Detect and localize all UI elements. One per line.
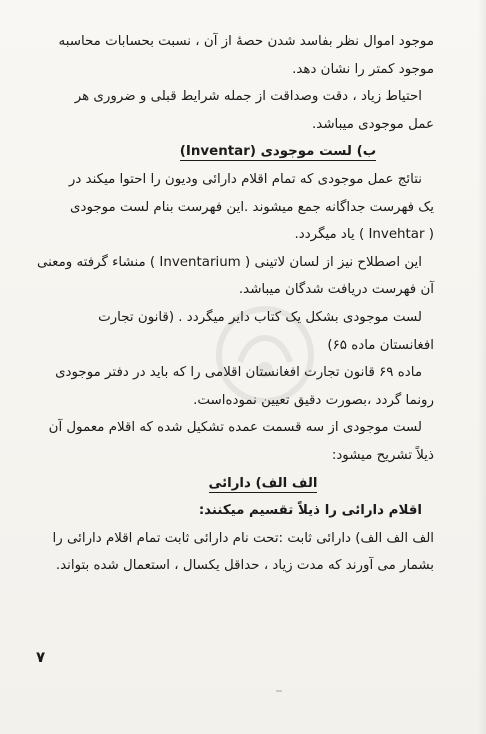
section-heading-alef-text: الف الف) دارائی (208, 475, 318, 491)
section-heading-b (52, 138, 434, 166)
text-line: موجود کمتر را نشان دهد. (292, 61, 434, 77)
section-heading-b-text: ب) لست موجودی (Inventar) (179, 144, 377, 160)
page-edge-shadow (478, 0, 486, 734)
text-line: نتائج عمل موجودی که تمام اقلام دارائی ودیون را احتوا میکند در (68, 171, 422, 187)
text-line: لست موجودی بشکل یک کتاب دایر میگردد . (قانون تجارت (98, 309, 422, 325)
text-line: احتیاط زیاد ، دقت وصداقت از جمله شرایط قبلی و ضروری هر (74, 89, 422, 105)
text-line: رونما گردد ،بصورت دقیق تعیین نموده‌است. (193, 392, 434, 408)
page-number: ۷ (36, 648, 46, 666)
text-line: ( Invehtar ) یاد میگردد. (294, 227, 434, 243)
scan-artifact (276, 690, 282, 692)
text-line: لست موجودی از سه قسمت عمده تشکیل شده که اقلام معمول آن (48, 420, 422, 436)
text-line: این اصطلاح نیز از لسان لاتینی ( Inventarium ) منشاء گرفته ومعنی (36, 254, 422, 270)
text-line: افغانستان ماده ۶۵) (327, 337, 434, 353)
text-line: عمل موجودی میباشد. (312, 116, 434, 132)
text-line: الف الف الف) دارائی ثابت :تحت نام دارائی ثابت تمام اقلام دارائی را (52, 530, 434, 546)
text-line: آن فهرست دریافت شدگان میباشد. (238, 282, 434, 298)
text-line: اقلام دارائی را ذیلاً تقسیم میکنند: (198, 503, 422, 519)
text-line: ذیلاً تشریح میشود: (331, 447, 434, 463)
text-line: موجود اموال نظر بفاسد شدن حصهٔ از آن ، نسبت بحسابات محاسبه (58, 34, 434, 49)
text-line: یک فهرست جداگانه جمع میشوند .این فهرست بنام لست موجودی (70, 199, 434, 215)
text-line: ماده ۶۹ قانون تجارت افغانستان اقلامی را که باید در دفتر موجودی (55, 365, 422, 381)
section-heading-alef (52, 470, 434, 498)
text-line: بشمار می آورند که مدت زیاد ، حداقل یکسال ، استعمال شده بتواند. (55, 558, 434, 574)
document-body (36, 28, 434, 580)
